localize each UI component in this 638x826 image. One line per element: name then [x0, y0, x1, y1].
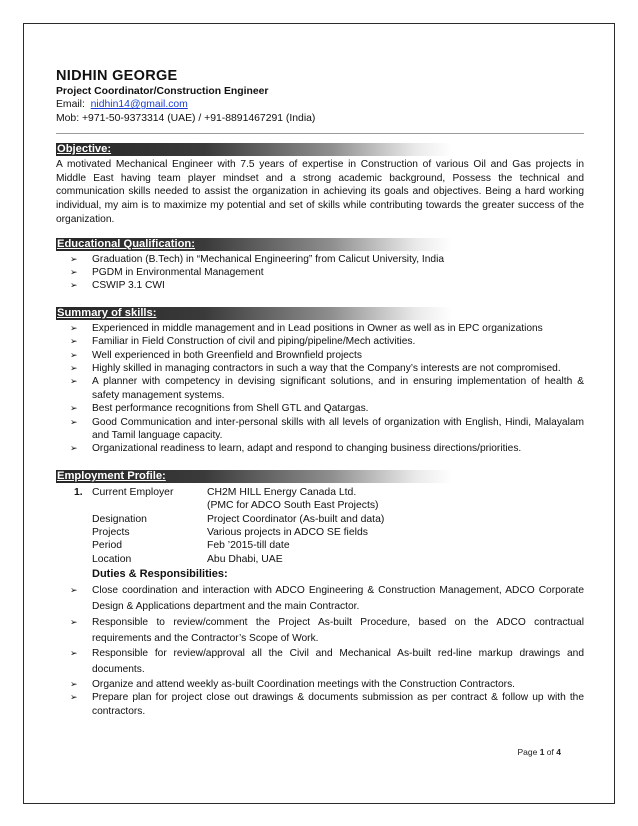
- list-item: ➢ Organize and attend weekly as-built Coordination meetings with the Construction Contractors.: [70, 679, 516, 691]
- arrow-bullet-icon: ➢: [70, 616, 78, 627]
- arrow-bullet-icon: ➢: [70, 336, 78, 347]
- employment-label: Current Employer: [92, 486, 174, 498]
- duties-list: [56, 583, 584, 718]
- email-label: Email:: [56, 99, 85, 110]
- employment-label: [92, 499, 207, 512]
- education-heading: [56, 238, 584, 251]
- page-word: Page: [517, 747, 538, 757]
- objective-title: Objective:: [57, 143, 112, 155]
- employment-value: Abu Dhabi, UAE: [207, 553, 283, 565]
- employment-label: Designation: [92, 513, 147, 525]
- arrow-bullet-icon: ➢: [70, 349, 78, 360]
- resume-content: [56, 68, 584, 718]
- employment-details: [56, 486, 584, 581]
- arrow-bullet-icon: ➢: [70, 416, 78, 427]
- list-item: ➢ PGDM in Environmental Management: [70, 266, 264, 278]
- list-item: ➢ Best performance recognitions from Shell GTL and Qatargas.: [70, 403, 369, 415]
- employment-label: Period: [92, 540, 123, 552]
- list-item: ➢ Organizational readiness to learn, adapt and respond to changing business directions/priorities.: [70, 443, 522, 455]
- objective-text: A motivated Mechanical Engineer with 7.5 years of expertise in Construction of various Oil and Gas projects in Middle East having team player mindset and a strong academic background, Possess the technical and communication skills needed to assist the organization in achieving its goals and objectives. Being a hard working individual, my aim is to maximize my potential and set of skills while contributing towards the greater success of the organization.: [56, 159, 584, 225]
- employment-number: 1.: [74, 486, 83, 498]
- arrow-bullet-icon: ➢: [70, 362, 78, 373]
- employment-heading: [56, 470, 584, 483]
- education-title: Educational Qualification:: [57, 237, 195, 250]
- list-item: ➢ Prepare plan for project close out drawings & documents submission as per contract & follow up with the contractors.: [70, 692, 584, 717]
- candidate-name: NIDHIN GEORGE: [56, 68, 178, 84]
- list-item: ➢ CSWIP 3.1 CWI: [70, 280, 165, 292]
- education-list: [56, 253, 584, 293]
- list-item: ➢ A planner with competency in devising significant solutions, and in ensuring implementation of health & safety management systems.: [70, 376, 584, 401]
- employment-row: [56, 486, 584, 499]
- list-item: ➢ Highly skilled in managing contractors in such a way that the Company’s interests are not compromised.: [70, 362, 561, 374]
- employment-title: Employment Profile:: [57, 469, 166, 482]
- email-line: [56, 98, 584, 112]
- employment-label: Location: [92, 553, 132, 565]
- arrow-bullet-icon: ➢: [70, 403, 78, 414]
- of-word: of: [546, 747, 554, 757]
- arrow-bullet-icon: ➢: [70, 280, 78, 291]
- employment-value: Various projects in ADCO SE fields: [207, 527, 368, 539]
- employment-value: Feb ’2015-till date: [207, 540, 290, 552]
- list-item: ➢ Experienced in middle management and in Lead positions in Owner as well as in EPC organizations: [70, 322, 543, 334]
- candidate-role: Project Coordinator/Construction Engineer: [56, 86, 269, 97]
- arrow-bullet-icon: ➢: [70, 692, 78, 703]
- list-item: ➢ Responsible to review/comment the Project As-built Procedure, based on the ADCO contractual requirements and the Contractor’s Scope of Work.: [70, 616, 584, 644]
- arrow-bullet-icon: ➢: [70, 648, 78, 659]
- arrow-bullet-icon: ➢: [70, 253, 78, 264]
- employment-value: (PMC for ADCO South East Projects): [207, 500, 379, 512]
- header-divider: [56, 133, 584, 134]
- page-number: [517, 747, 561, 757]
- total-pages: 4: [556, 747, 561, 757]
- employment-row: [56, 526, 584, 539]
- resume-page: [23, 23, 615, 804]
- skills-heading: [56, 307, 584, 320]
- mobile-line: Mob: +971-50-9373314 (UAE) / +91-8891467291 (India): [56, 112, 316, 124]
- arrow-bullet-icon: ➢: [70, 322, 78, 333]
- list-item: ➢ Familiar in Field Construction of civil and piping/pipeline/Mech activities.: [70, 336, 416, 348]
- objective-heading: [56, 143, 584, 156]
- arrow-bullet-icon: ➢: [70, 376, 78, 387]
- employment-value: CH2M HILL Energy Canada Ltd.: [207, 486, 357, 498]
- duties-heading: Duties & Responsibilities:: [92, 568, 228, 581]
- employment-row: [56, 553, 584, 566]
- list-item: ➢ Good Communication and inter-personal skills with all levels of organization with English, Hindi, Malayalam and Tamil language capacity.: [70, 416, 584, 441]
- email-link[interactable]: nidhin14@gmail.com: [90, 99, 188, 110]
- arrow-bullet-icon: ➢: [70, 679, 78, 690]
- employment-row: [56, 539, 584, 552]
- employment-row: [56, 499, 584, 512]
- arrow-bullet-icon: ➢: [70, 443, 78, 454]
- employment-value: Project Coordinator (As-built and data): [207, 513, 385, 525]
- list-item: ➢ Well experienced in both Greenfield and Brownfield projects: [70, 349, 362, 361]
- skills-list: [56, 322, 584, 456]
- employment-row: [56, 513, 584, 526]
- skills-title: Summary of skills:: [57, 306, 157, 319]
- arrow-bullet-icon: ➢: [70, 585, 78, 596]
- list-item: ➢ Graduation (B.Tech) in “Mechanical Engineering” from Calicut University, India: [70, 253, 444, 265]
- list-item: ➢ Close coordination and interaction with ADCO Engineering & Construction Management, ADCO Corporate Design & Applications department and the main Contractor.: [70, 585, 584, 613]
- employment-label: Projects: [92, 527, 130, 539]
- arrow-bullet-icon: ➢: [70, 266, 78, 277]
- current-page: 1: [539, 747, 545, 757]
- list-item: ➢ Responsible for review/approval all the Civil and Mechanical As-built red-line markup drawings and documents.: [70, 648, 584, 676]
